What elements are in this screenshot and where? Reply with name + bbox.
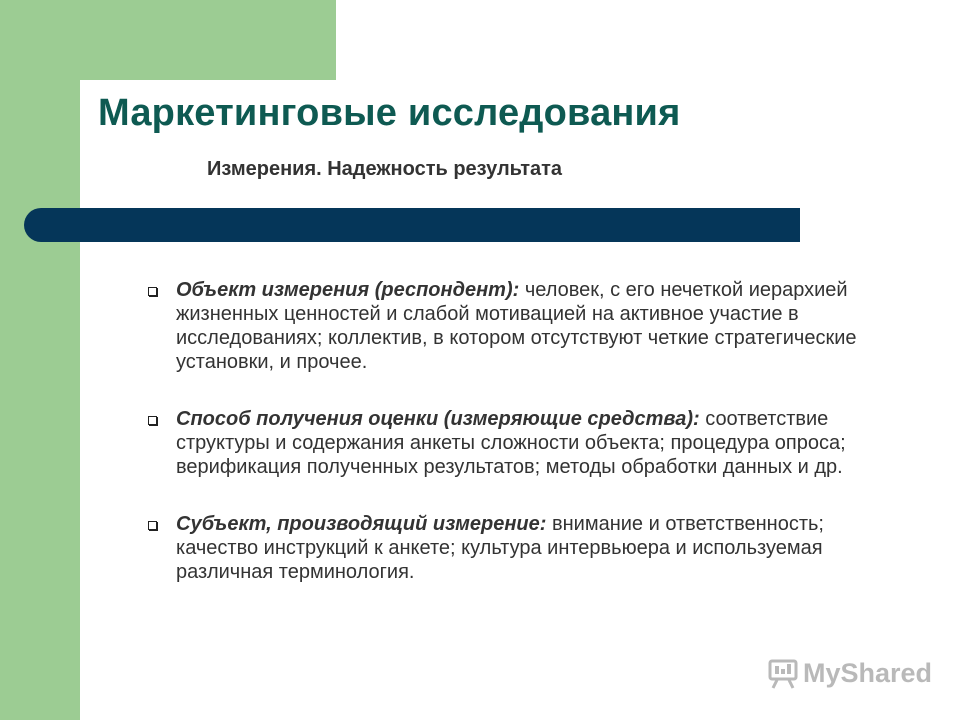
bullet-text: внимание и ответственность; качество инструкций к анкете; культура интервьюера и используемая различная терминология. bbox=[176, 513, 824, 583]
bullet-list bbox=[146, 278, 866, 584]
bullet-heading: Объект измерения (респондент): bbox=[176, 279, 520, 301]
bullet-text: соответствие структуры и содержания анкеты сложности объекта; процедура опроса; верификация полученных результатов; методы обработки данных и др. bbox=[176, 408, 846, 478]
title-divider-bar bbox=[24, 208, 800, 242]
bullet-item bbox=[146, 512, 866, 584]
square-bullet-icon bbox=[148, 287, 157, 296]
watermark-text: MyShared bbox=[803, 658, 933, 688]
projector-icon bbox=[767, 659, 799, 689]
bullet-heading: Способ получения оценки (измеряющие средства): bbox=[176, 408, 700, 430]
myshared-watermark bbox=[767, 658, 932, 689]
square-bullet-icon bbox=[148, 416, 157, 425]
slide-title: Маркетинговые исследования bbox=[98, 92, 681, 134]
bullet-item bbox=[146, 278, 866, 374]
bullet-text: человек, с его нечеткой иерархией жизненных ценностей и слабой мотивацией на активное участие в исследованиях; коллектив, в котором отсутствуют четкие стратегические установки, и прочее. bbox=[176, 279, 857, 373]
square-bullet-icon bbox=[148, 521, 157, 530]
slide-subtitle: Измерения. Надежность результата bbox=[207, 158, 563, 180]
left-green-band bbox=[0, 0, 80, 720]
bullet-item bbox=[146, 407, 866, 479]
top-green-band bbox=[0, 0, 336, 80]
bullet-heading: Субъект, производящий измерение: bbox=[176, 513, 547, 535]
